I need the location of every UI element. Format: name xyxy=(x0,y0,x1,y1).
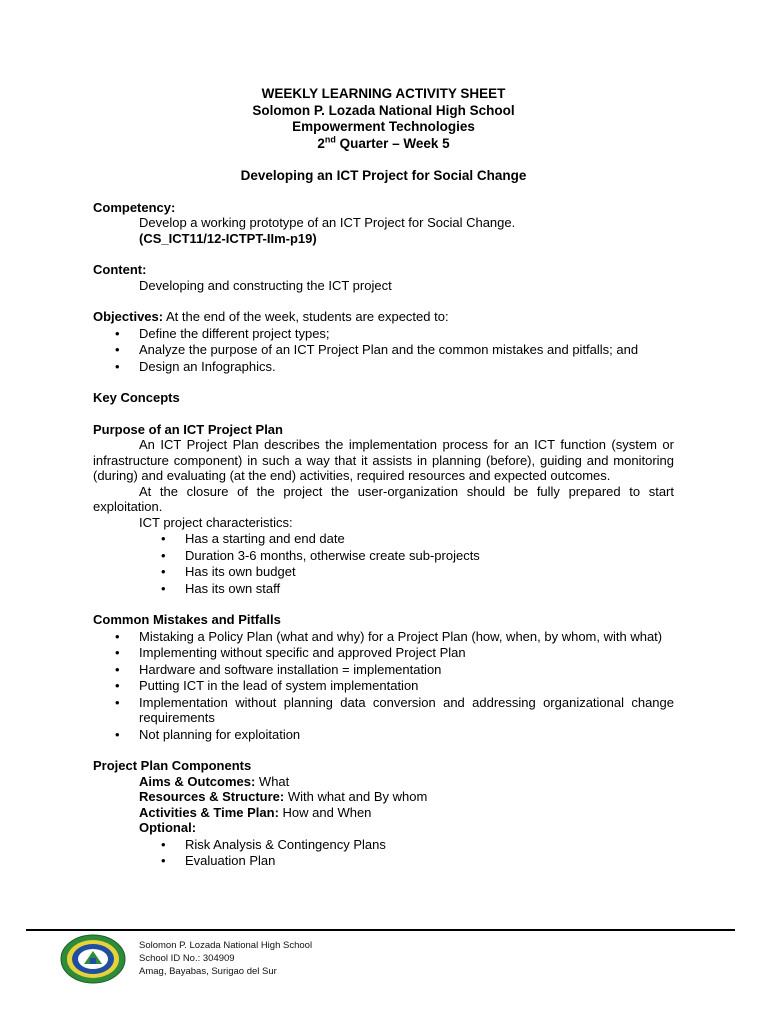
characteristics-label: ICT project characteristics: xyxy=(139,514,293,530)
worksheet-page xyxy=(93,86,674,869)
footer-text xyxy=(139,939,312,978)
purpose-paragraph-2: At the closure of the project the user-organization should be fully prepared to start exploitation. xyxy=(93,483,674,514)
characteristics-list xyxy=(93,531,674,596)
list-item: • Risk Analysis & Contingency Plans xyxy=(93,837,674,853)
component-row: Aims & Outcomes: What xyxy=(139,773,290,789)
objectives-intro: At the end of the week, students are expected to: xyxy=(163,309,449,324)
school-seal-icon xyxy=(60,934,126,984)
list-item: • Define the different project types; xyxy=(93,326,674,342)
list-item: • Design an Infographics. xyxy=(93,359,674,375)
competency-section xyxy=(93,200,674,247)
sheet-title: WEEKLY LEARNING ACTIVITY SHEET xyxy=(261,86,506,101)
objectives-intro-line xyxy=(93,309,674,325)
school-name: Solomon P. Lozada National High School xyxy=(252,102,515,118)
purpose-heading: Purpose of an ICT Project Plan xyxy=(93,421,283,437)
component-row: Activities & Time Plan: How and When xyxy=(139,804,372,820)
list-item: • Implementing without specific and approved Project Plan xyxy=(93,645,674,661)
objectives-heading: Objectives: xyxy=(93,309,164,324)
list-item: • Mistaking a Policy Plan (what and why) for a Project Plan (how, when, by whom, with what) xyxy=(93,629,674,645)
lesson-title: Developing an ICT Project for Social Change xyxy=(240,168,527,183)
objectives-section xyxy=(93,309,674,374)
footer-divider xyxy=(26,929,735,931)
header xyxy=(93,86,674,152)
quarter-week: 2nd Quarter – Week 5 xyxy=(317,134,450,151)
list-item: • Has its own budget xyxy=(93,564,674,580)
optional-list xyxy=(93,837,674,869)
optional-label: Optional: xyxy=(139,820,197,835)
mistakes-heading: Common Mistakes and Pitfalls xyxy=(93,612,281,627)
list-item: • Has its own staff xyxy=(93,581,674,597)
list-item: • Evaluation Plan xyxy=(93,853,674,869)
component-row: Resources & Structure: With what and By whom xyxy=(139,789,428,804)
footer-school: Solomon P. Lozada National High School xyxy=(139,940,313,951)
content-section xyxy=(93,262,674,293)
key-concepts-heading: Key Concepts xyxy=(93,390,180,405)
content-text: Developing and constructing the ICT project xyxy=(139,277,392,293)
purpose-paragraph-1: An ICT Project Plan describes the implementation process for an ICT function (system or infrastructure component) in such a way that it assists in planning (before), guiding and monitoring (during) and evaluating (at the end) activities, required resources and expected outcomes. xyxy=(93,437,674,483)
list-item: • Has a starting and end date xyxy=(93,531,674,547)
list-item: • Hardware and software installation = implementation xyxy=(93,662,674,678)
list-item: • Analyze the purpose of an ICT Project Plan and the common mistakes and pitfalls; and xyxy=(93,342,674,358)
competency-text: Develop a working prototype of an ICT Project for Social Change. xyxy=(139,215,516,230)
content-heading: Content: xyxy=(93,262,147,277)
list-item: • Not planning for exploitation xyxy=(93,727,674,743)
objectives-list xyxy=(93,326,674,375)
list-item: • Duration 3-6 months, otherwise create sub-projects xyxy=(93,548,674,564)
competency-code: (CS_ICT11/12-ICTPT-IIm-p19) xyxy=(139,230,317,246)
mistakes-list xyxy=(93,629,674,743)
footer-address: Amag, Bayabas, Surigao del Sur xyxy=(139,966,277,977)
list-item: • Implementation without planning data conversion and addressing organizational change requirements xyxy=(93,695,674,726)
competency-heading: Competency: xyxy=(93,199,176,215)
components-section xyxy=(93,758,674,869)
purpose-section xyxy=(93,422,674,597)
mistakes-section xyxy=(93,612,674,742)
footer-school-id: School ID No.: 304909 xyxy=(139,953,235,964)
list-item: • Putting ICT in the lead of system implementation xyxy=(93,678,674,694)
components-heading: Project Plan Components xyxy=(93,758,252,773)
subject-name: Empowerment Technologies xyxy=(292,119,475,134)
